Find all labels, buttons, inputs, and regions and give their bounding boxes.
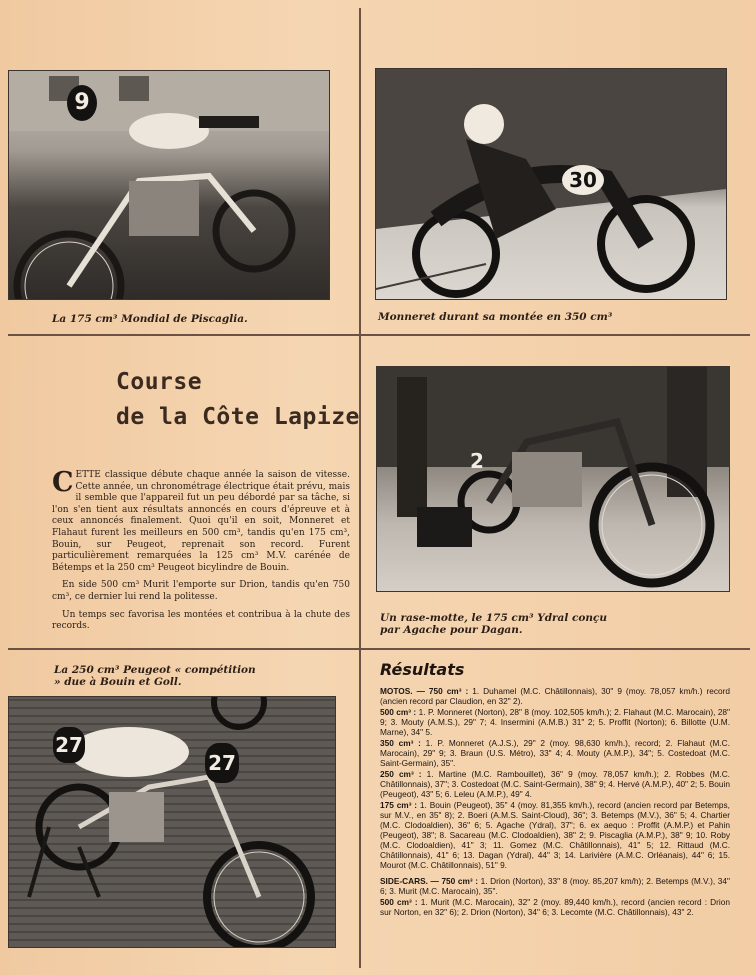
- results-label: 500 cm³ :: [380, 707, 417, 717]
- results-text: 1. Duhamel (M.C. Châtillonnais), 30" 9 (moy. 78,057 km/h.) record (ancien record par Claudion, en 32" 2).: [380, 686, 730, 706]
- row-divider-bottom: [8, 648, 750, 650]
- results-text: 1. Drion (Norton), 33" 8 (moy. 85,207 km/h); 2. Betemps (M.V.), 34" 6; 3. Murit (M.C. Marocain), 35".: [380, 876, 730, 896]
- article-body: [52, 467, 350, 639]
- article-paragraph-1-text: ETTE classique débute chaque année la saison de vitesse. Cette année, un chronométrage électrique était prévu, mais il semble que l'appareil fut un peu débordé par sa tâche, si l'on s'en tient aux résultats annoncés en cours d'épreuve et à ceux annoncés finalement. Quoi qu'il en soit, Monneret et Flahaut furent les meilleurs en 500 cm³, tandis qu'en 175 cm³, Bouin, sur Peugeot, reprenait son record. Furent particulièrement remarquées la 125 cm³ M.V. carénée de Bétemps et la 250 cm³ Peugeot bicylindre de Bouin.: [52, 470, 350, 573]
- drop-cap: C: [52, 467, 74, 498]
- results-text: 1. P. Monneret (Norton), 28" 8 (moy. 102,505 km/h.); 2. Flahaut (M.C. Marocain), 28" 9; 3. Mouty (A.M.S.), 29" 7; 4. Insermini (A.M.B.) 31" 2; 5. Proffit (Norton); 6. Billotte (U.M. Marne), 34" 5.: [380, 707, 730, 737]
- results-list: [380, 686, 730, 918]
- caption-photo-3: Un rase-motte, le 175 cm³ Ydral conçu par Agache pour Dagan.: [380, 612, 608, 636]
- results-text: 1. Bouin (Peugeot), 35" 4 (moy. 81,355 km/h.), record (ancien record par Betemps, sur M.V., en 35" 8); 2. Boeri (A.M.S. Saint-Cloud), 36"; 3. Betemps (M.V.), 36" 5; 4. Chartier (M.C. Clodoaldien), 36" 6; 5. Agache (Ydral), 37"; 6. ex aequo : Proffit (A.M.P.) et Pahin (Peugeot), 38"; 8. Sacareau (M.C. Clodoaldien), 38" 2; 9. Piscaglia (A.M.P.), 38" 9; 10. Roby (M.C. Clodoaldien), 41" 3; 11. Gomez (M.C. Châtillonnais), 41" 5; 12. Rittaud (M.C. Châtillonnais), 41" 6; 13. Dagan (Ydral), 44" 3; 14. Larivière (A.M.C. Orléanais), 44" 6; 15. Mourot (M.C. Châtillonnais), 51" 9.: [380, 800, 730, 870]
- photo-peugeot-250: [8, 696, 336, 948]
- results-text: 1. Murit (M.C. Marocain), 32" 2 (moy. 89,440 km/h.), record (ancien record : Drion sur Norton, en 32" 6); 2. Drion (Norton), 34" 6; 3. Lecomte (M.C. Châtillonnais), 43" 2.: [380, 897, 730, 917]
- photo-monneret-350: [375, 68, 727, 300]
- article-paragraph-1: [52, 467, 350, 574]
- race-number-plate: 30: [562, 165, 604, 195]
- results-label: 250 cm³ :: [380, 769, 422, 779]
- race-number-plate: 2: [470, 449, 484, 473]
- results-motos-500: [380, 707, 730, 737]
- results-title: Résultats: [380, 660, 465, 679]
- article-title: [116, 365, 360, 435]
- article-title-line-2: de la Côte Lapize: [116, 404, 360, 430]
- results-sidecars-500: [380, 897, 730, 917]
- photo-ydral-175: [376, 366, 730, 592]
- column-divider: [359, 8, 361, 968]
- article-paragraph-2: En side 500 cm³ Murit l'emporte sur Drion, tandis qu'en 750 cm³, ce dernier lui rend la politesse.: [52, 580, 350, 602]
- results-motos-175: [380, 800, 730, 870]
- race-number-plate: 27: [205, 743, 239, 783]
- results-label: 175 cm³ :: [380, 800, 418, 810]
- results-text: 1. Martine (M.C. Rambouillet), 36" 9 (moy. 78,057 km/h.); 2. Robbes (M.C. Châtillonnais), 37"; 3. Costedoat (M.C. Saint-Germain), 38" 9; 4. Hervé (A.M.P.), 40" 2; 5. Bouin (Peugeot), 43" 5; 6. Leleu (A.M.P.), 49" 4.: [380, 769, 730, 799]
- results-label: MOTOS. — 750 cm³ :: [380, 686, 469, 696]
- caption-photo-2: Monneret durant sa montée en 350 cm³: [378, 311, 613, 323]
- results-text: 1. P. Monneret (A.J.S.), 29" 2 (moy. 98,630 km/h.), record; 2. Flahaut (M.C. Marocain), 29" 9; 3. Braun (U.S. Métro), 33" 4; 4. Mouty (A.M.P.), 34"; 5. Costedoat (M.C. Saint-Germain), 35".: [380, 738, 730, 768]
- results-motos-250: [380, 769, 730, 799]
- photo-mondial-175: [8, 70, 330, 300]
- caption-photo-4: La 250 cm³ Peugeot « compétition » due à Bouin et Goll.: [54, 664, 256, 688]
- row-divider-top: [8, 334, 750, 336]
- results-motos-750: [380, 686, 730, 706]
- results-sidecars-750: [380, 876, 730, 896]
- caption-photo-1: La 175 cm³ Mondial de Piscaglia.: [52, 313, 248, 325]
- results-label: 500 cm³ :: [380, 897, 418, 907]
- results-label: 350 cm³ :: [380, 738, 421, 748]
- race-number-plate: 27: [53, 727, 85, 763]
- article-title-line-1: Course: [116, 369, 203, 395]
- article-paragraph-3: Un temps sec favorisa les montées et contribua à la chute des records.: [52, 609, 350, 632]
- results-label: SIDE-CARS. — 750 cm³ :: [380, 876, 478, 886]
- results-motos-350: [380, 738, 730, 768]
- race-number-plate: 9: [67, 85, 97, 121]
